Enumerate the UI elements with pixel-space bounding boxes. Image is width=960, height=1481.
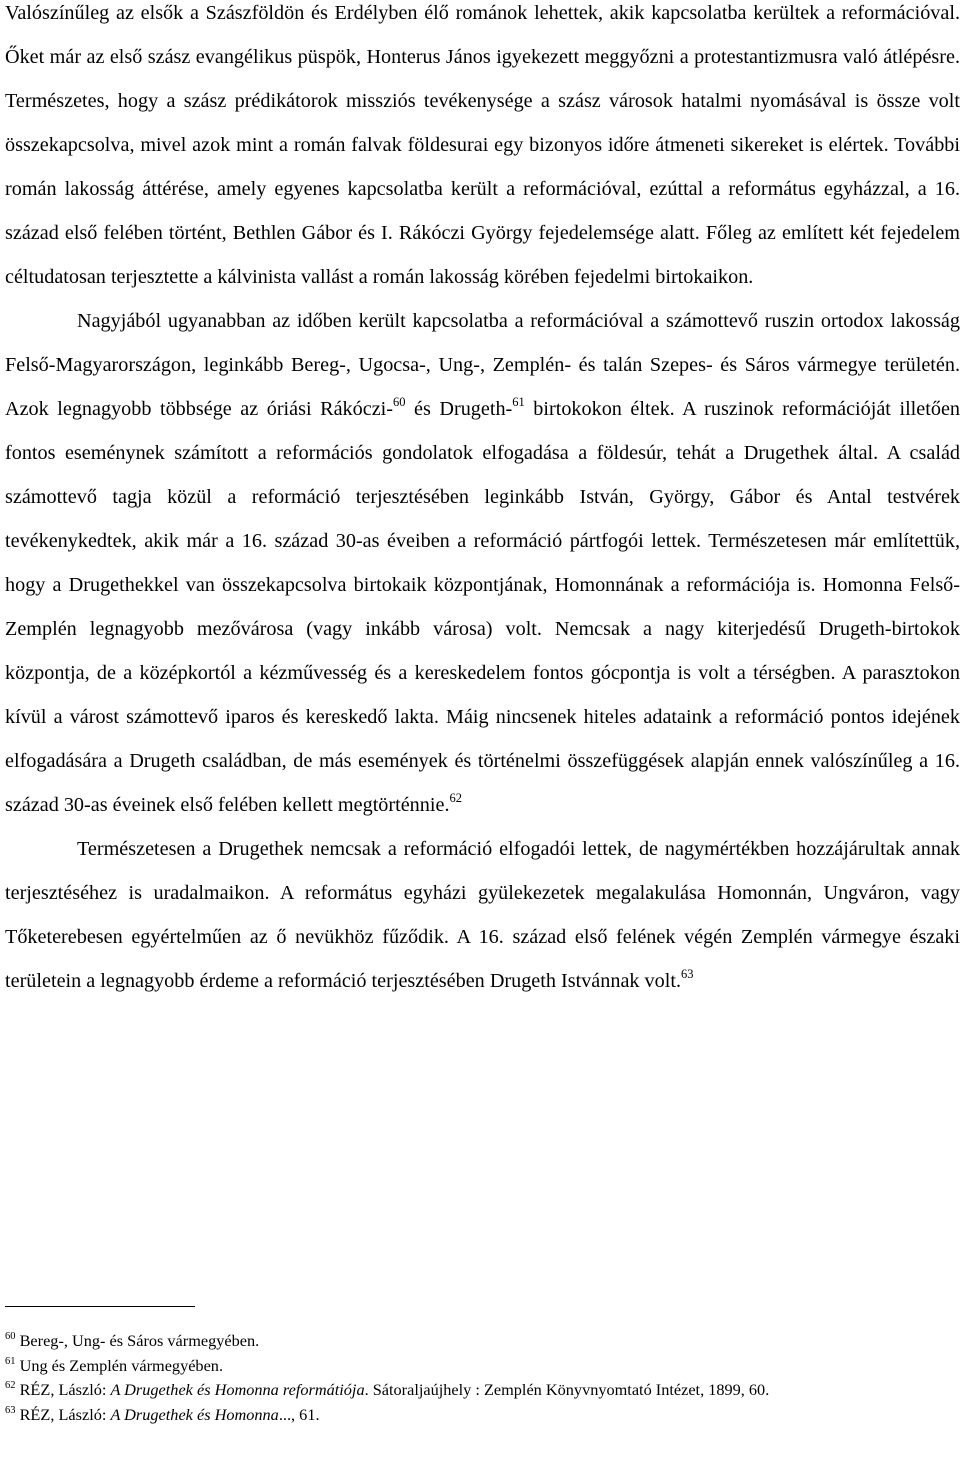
footnote-number: 62: [5, 1380, 16, 1391]
paragraph: [5, 299, 960, 827]
footnote: [5, 1354, 960, 1379]
footnotes: [5, 1306, 960, 1427]
footnote-reference: 63: [681, 967, 694, 981]
book-title: A Drugethek és Homonna: [110, 1404, 279, 1424]
footnote: [5, 1329, 960, 1354]
paragraph: [5, 0, 960, 299]
document-page: [5, 0, 960, 1003]
text-run: ..., 61.: [278, 1404, 320, 1424]
footnote-number: 63: [5, 1404, 16, 1416]
text-run: Nagyjából ugyanabban az időben került kapcsolatba a reformációval a számottevő ruszin ortodox lakosság Felső-Magyarországon, leginkább Bereg-, Ugocsa-, Ung-, Zemplén- és talán Szepes- és Sáros vármegye területén. Azok legnagyobb többsége az óriási Rákóczi-: [5, 310, 960, 420]
text-run: RÉZ, László:: [15, 1404, 111, 1424]
footnote-reference: 60: [393, 395, 406, 409]
text-run: birtokokon éltek. A ruszinok reformációját illetően fontos eseménynek számított a reformációs gondolatok elfogadása a földesúr, tehát a Drugethek által. A család számottevő tagja közül a reformáció terjesztésében leginkább István, György, Gábor és Antal testvérek tevékenykedtek, akik már a 16. század 30-as éveiben a reformáció pártfogói lettek. Természetesen már említettük, hogy a Drugethekkel van összekapcsolva birtokaik központjának, Homonnának a reformációja is. Homonna Felső-Zemplén legnagyobb mezővárosa (vagy inkább városa) volt. Nemcsak a nagy kiterjedésű Drugeth-birtokok központja, de a középkortól a kézművesség és a kereskedelem fontos gócpontja is volt a térségben. A parasztokon kívül a várost számottevő iparos és kereskedő lakta. Máig nincsenek hiteles adataink a reformáció pontos idejének elfogadására a Drugeth családban, de más események és történelmi összefüggések alapján ennek valószínűleg a 16. század 30-as éveinek első felében kellett megtörténnie.: [5, 398, 960, 816]
footnote-number: 60: [5, 1331, 16, 1342]
footnote-reference: 61: [512, 395, 525, 409]
footnote-number: 61: [5, 1355, 16, 1367]
footnote-separator: [5, 1306, 195, 1307]
footnote-reference: 62: [449, 791, 462, 805]
text-run: Valószínűleg az elsők a Szászföldön és Erdélyben élő románok lehettek, akik kapcsolatba kerültek a reformációval. Őket már az első szász evangélikus püspök, Honterus János igyekezett meggyőzni a protestantizmusra való átlépésre. Természetes, hogy a szász prédikátorok missziós tevékenysége a szász városok hatalmi nyomásával is össze volt összekapcsolva, mivel azok mint a román falvak földesurai egy bizonyos időre átmeneti sikereket is elértek. További román lakosság áttérése, amely egyenes kapcsolatba került a reformációval, ezúttal a református egyházzal, a 16. század első felében történt, Bethlen Gábor és I. Rákóczi György fejedelemsége alatt. Főleg az említett két fejedelem céltudatosan terjesztette a kálvinista vallást a román lakosság körében fejedelmi birtokaikon.: [5, 2, 960, 288]
book-title: A Drugethek és Homonna reformátiója: [110, 1380, 365, 1399]
text-run: . Sátoraljaújhely : Zemplén Könyvnyomtató Intézet, 1899, 60.: [364, 1380, 770, 1399]
body-text: [5, 0, 960, 1003]
text-run: Bereg-, Ung- és Sáros vármegyében.: [15, 1331, 260, 1350]
text-run: Ung és Zemplén vármegyében.: [15, 1355, 224, 1375]
footnote: [5, 1378, 960, 1403]
paragraph: [5, 827, 960, 1003]
text-run: Természetesen a Drugethek nemcsak a reformáció elfogadói lettek, de nagymértékben hozzájárultak annak terjesztéséhez is uradalmaikon. A református egyházi gyülekezetek megalakulása Homonnán, Ungváron, vagy Tőketerebesen egyértelműen az ő nevükhöz fűződik. A 16. század első felének végén Zemplén vármegye északi területein a legnagyobb érdeme a reformáció terjesztésében Drugeth Istvánnak volt.: [5, 838, 960, 992]
text-run: RÉZ, László:: [15, 1380, 111, 1399]
footnote: [5, 1403, 960, 1428]
text-run: és Drugeth-: [405, 398, 513, 420]
